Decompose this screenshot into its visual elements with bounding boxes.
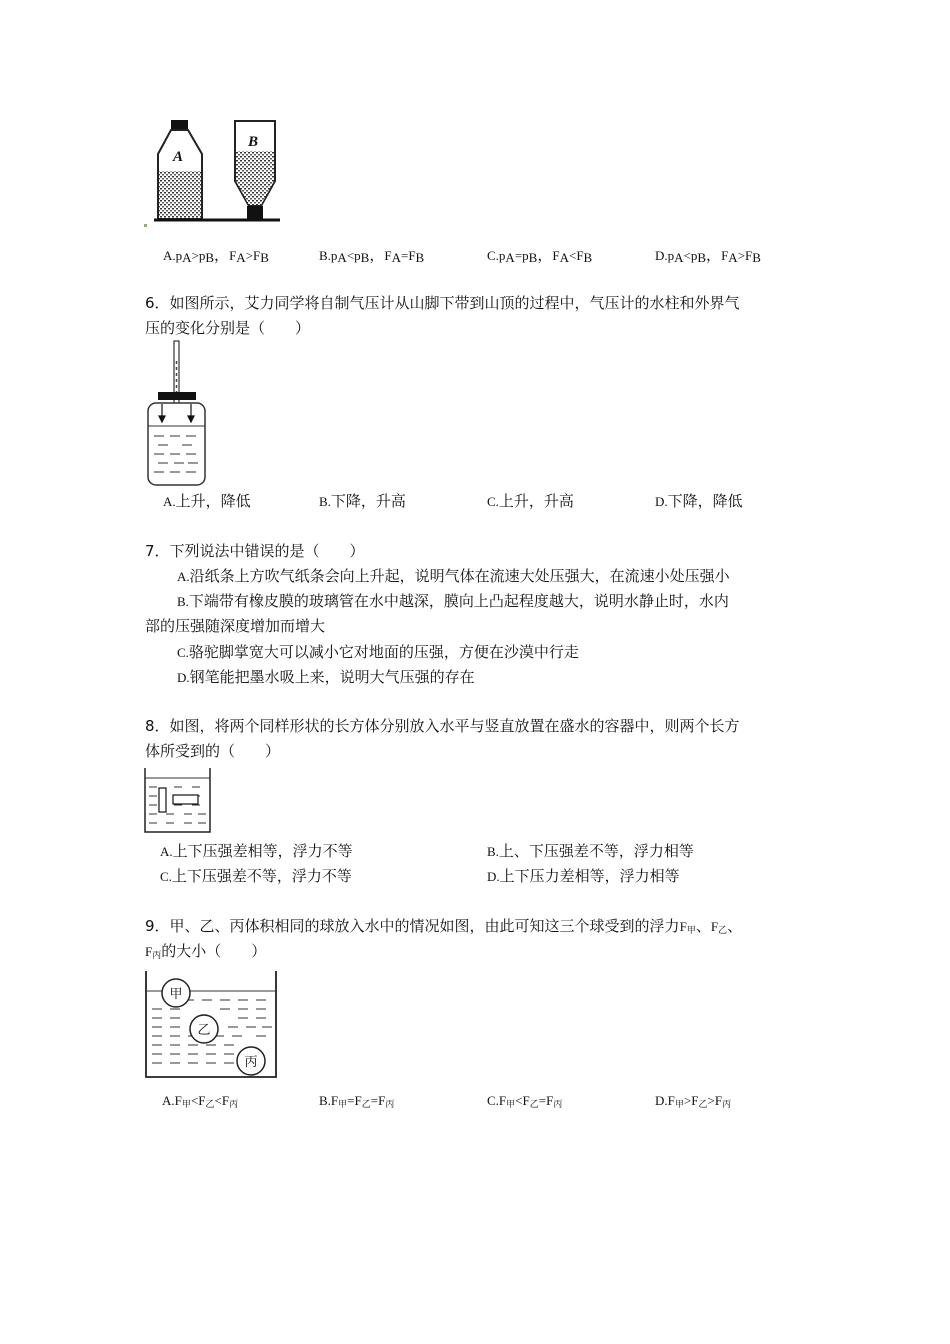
vertical-block xyxy=(159,788,166,812)
q7-option-b[interactable]: B.下端带有橡皮膜的玻璃管在水中越深，膜向上凸起程度越大，说明水静止时，水内 xyxy=(177,592,729,610)
q8-stem-line1: 8．如图，将两个同样形状的长方体分别放入水平与竖直放置在盛水的容器中，则两个长方 xyxy=(145,717,740,735)
q8-option-c[interactable]: C.上下压强差不等，浮力不等 xyxy=(160,867,352,885)
q6-option-c[interactable]: C.上升，升高 xyxy=(487,492,574,510)
bottle-a xyxy=(158,120,202,219)
ball-yi-label: 乙 xyxy=(197,1023,211,1038)
q8-option-a[interactable]: A.上下压强差相等，浮力不等 xyxy=(160,842,353,860)
q6-stem-line1: 6．如图所示，艾力同学将自制气压计从山脚下带到山顶的过程中，气压计的水柱和外界气 xyxy=(145,294,740,312)
q9-option-b[interactable]: $B.F_甲=F_乙=F_丙$ xyxy=(319,1093,395,1110)
q6-stem-line2: 压的变化分别是（ ） xyxy=(145,319,311,337)
ball-jia-label: 甲 xyxy=(169,987,183,1002)
q5-option-c[interactable]: $C.p_A=p_B$，$F_A<F_B$ xyxy=(487,246,593,265)
q7-option-a[interactable]: A.沿纸条上方吹气纸条会向上升起，说明气体在流速大处压强大，在流速小处压强小 xyxy=(177,567,730,585)
q6-option-d[interactable]: D.下降，降低 xyxy=(655,492,743,510)
q5-option-a[interactable]: $A.p_A>p_B$，$F_A>F_B$ xyxy=(163,246,269,265)
q9-stem-line1: 9．甲、乙、丙体积相同的球放入水中的情况如图，由此可知这三个球受到的浮力$F_甲$、$F_乙$、 xyxy=(145,917,743,936)
q8-option-b[interactable]: B.上、下压强差不等，浮力相等 xyxy=(487,842,694,860)
bottles-figure xyxy=(144,116,284,228)
q7-option-c[interactable]: C.骆驼脚掌宽大可以减小它对地面的压强，方便在沙漠中行走 xyxy=(177,643,579,661)
q8-option-d[interactable]: D.上下压力差相等，浮力相等 xyxy=(487,867,680,885)
horizontal-block xyxy=(173,795,198,804)
q5-option-d[interactable]: $D.p_A<p_B$，$F_A>F_B$ xyxy=(655,246,761,265)
q7-option-b-cont: 部的压强随深度增加而增大 xyxy=(145,617,326,635)
q5-option-b[interactable]: $B.p_A<p_B$，$F_A=F_B$ xyxy=(319,246,425,265)
q9-stem-line2: $F_丙$的大小（ ） xyxy=(145,942,267,961)
barometer-figure xyxy=(144,341,214,487)
q9-option-c[interactable]: $C.F_甲<F_乙=F_丙$ xyxy=(487,1093,563,1110)
bottle-b-label: B xyxy=(248,134,259,150)
ball-bing-label: 丙 xyxy=(244,1055,258,1070)
q8-stem-line2: 体所受到的（ ） xyxy=(145,742,281,760)
q6-option-b[interactable]: B.下降，升高 xyxy=(319,492,406,510)
q9-option-d[interactable]: $D.F_甲>F_乙>F_丙$ xyxy=(655,1093,732,1110)
q7-stem: 7．下列说法中错误的是（ ） xyxy=(145,542,365,560)
q6-option-a[interactable]: A.上升，降低 xyxy=(163,492,251,510)
container-figure xyxy=(144,768,214,834)
bottle-a-label: A xyxy=(173,149,184,165)
q7-option-d[interactable]: D.钢笔能把墨水吸上来，说明大气压强的存在 xyxy=(177,668,475,686)
balls-figure xyxy=(144,971,278,1079)
q9-option-a[interactable]: $A.F_甲<F_乙<F_丙$ xyxy=(162,1093,239,1110)
